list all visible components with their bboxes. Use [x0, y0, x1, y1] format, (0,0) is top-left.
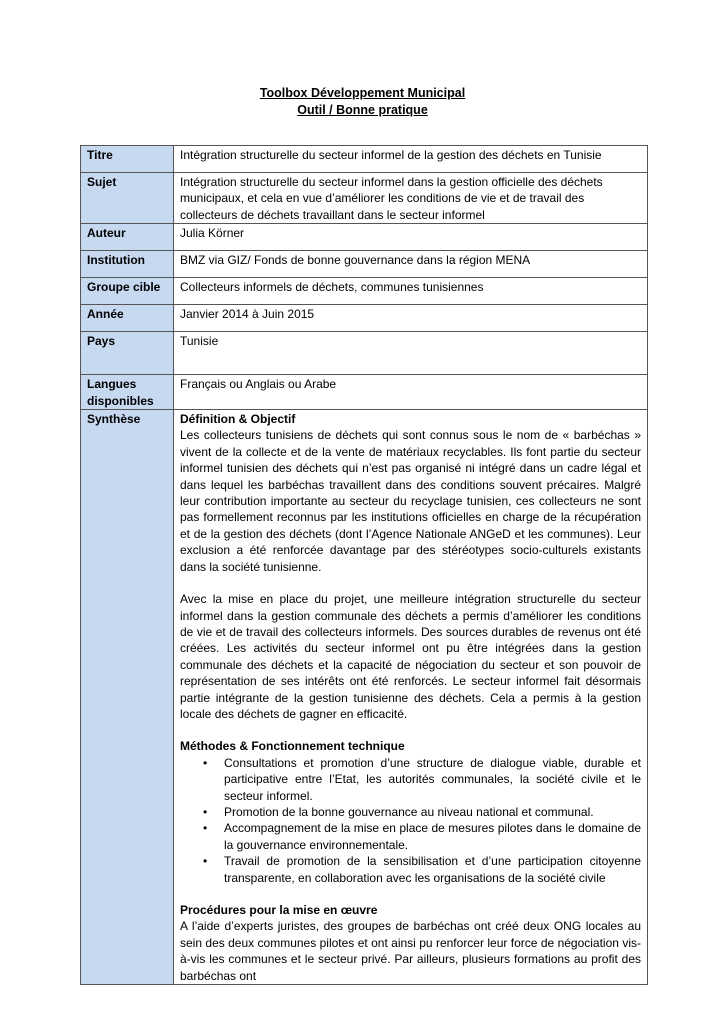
row-pays [81, 332, 648, 375]
label-groupe-cible: Groupe cible [81, 278, 174, 305]
definition-paragraph-1: Les collecteurs tunisiens de déchets qui sont connus sous le nom de « barbéchas » vivent de la collecte et de la vente de matériaux recyclables. Ils font partie du secteur informel tunisien des déchets qui n’est pas organisé ni intégré dans un cadre légal et dans lequel les barbéchas travaillent dans des conditions souvent précaires. Malgré leur contribution importante au secteur du recyclage tunisien, ces collecteurs ne sont pas formellement reconnus par les institutions officielles en charge de la récupération et de la gestion des déchets (dont l’Agence Nationale ANGeD et les communes). Leur exclusion a été renforcée davantage par des stéréotypes socio-culturels existants dans la société tunisienne. [180, 428, 641, 574]
label-synthese: Synthèse [81, 410, 174, 985]
row-synthese [81, 410, 648, 985]
value-annee: Janvier 2014 à Juin 2015 [174, 305, 648, 332]
row-langues [81, 375, 648, 410]
header-subtitle: Outil / Bonne pratique [297, 103, 428, 117]
spacer [180, 575, 641, 591]
definition-paragraph-2: Avec la mise en place du projet, une meilleure intégration structurelle du secteur informel dans la gestion communale des déchets a permis d’améliorer les conditions de vie et de travail des collecteurs informels. Des sources durables de revenus ont été créées. Les activités du secteur informel ont pu être intégrées dans la gestion communale des déchets et la capacité de négociation du secteur et son pouvoir de représentation de ses intérêts ont été renforcés. Le secteur informel fait désormais partie intégrante de la gestion tunisienne des déchets. Cela a permis à la gestion locale des déchets de gagner en efficacité. [180, 592, 641, 721]
header-title: Toolbox Développement Municipal [259, 86, 466, 100]
value-institution: BMZ via GIZ/ Fonds de bonne gouvernance dans la région MENA [174, 251, 648, 278]
document-header [0, 85, 725, 119]
methods-list-item: • Accompagnement de la mise en place de mesures pilotes dans le domaine de la gouvernance environnementale. [224, 820, 641, 853]
value-synthese [174, 410, 648, 985]
methods-list [180, 755, 641, 886]
row-titre [81, 146, 648, 173]
procedures-paragraph: A l’aide d’experts juristes, des groupes de barbéchas ont créé deux ONG locales au sein des deux communes pilotes et ont ainsi pu renforcer leur force de négociation vis-à-vis les communes et le secteur privé. Par ailleurs, plusieurs formations au profit des barbéchas ont [180, 919, 641, 983]
methods-heading: Méthodes & Fonctionnement technique [180, 739, 405, 754]
procedures-heading: Procédures pour la mise en œuvre [180, 903, 378, 917]
spacer [180, 722, 641, 738]
methods-list-item: • Travail de promotion de la sensibilisation et d’une participation citoyenne transparente, en collaboration avec les organisations de la société civile [224, 853, 641, 886]
row-annee [81, 305, 648, 332]
label-titre: Titre [81, 146, 174, 173]
label-langues: Langues disponibles [81, 375, 174, 410]
value-pays: Tunisie [174, 332, 648, 375]
label-sujet: Sujet [81, 173, 174, 224]
label-annee: Année [81, 305, 174, 332]
row-institution [81, 251, 648, 278]
label-pays: Pays [81, 332, 174, 375]
methods-list-item: • Promotion de la bonne gouvernance au niveau national et communal. [224, 804, 641, 820]
methods-list-item: • Consultations et promotion d’une structure de dialogue viable, durable et participative entre l’Etat, les autorités communales, la société civile et le secteur informel. [224, 755, 641, 804]
definition-heading: Définition & Objectif [180, 412, 296, 427]
value-langues: Français ou Anglais ou Arabe [174, 375, 648, 410]
spacer [180, 886, 641, 902]
row-groupe-cible [81, 278, 648, 305]
row-sujet [81, 173, 648, 224]
value-titre: Intégration structurelle du secteur informel de la gestion des déchets en Tunisie [174, 146, 648, 173]
value-auteur: Julia Körner [174, 224, 648, 251]
label-auteur: Auteur [81, 224, 174, 251]
value-sujet: Intégration structurelle du secteur informel dans la gestion officielle des déchets municipaux, et cela en vue d’améliorer les conditions de vie et de travail des collecteurs de déchets travaillant dans le secteur informel [174, 173, 648, 224]
info-table [80, 145, 648, 985]
label-institution: Institution [81, 251, 174, 278]
row-auteur [81, 224, 648, 251]
value-groupe-cible: Collecteurs informels de déchets, communes tunisiennes [174, 278, 648, 305]
